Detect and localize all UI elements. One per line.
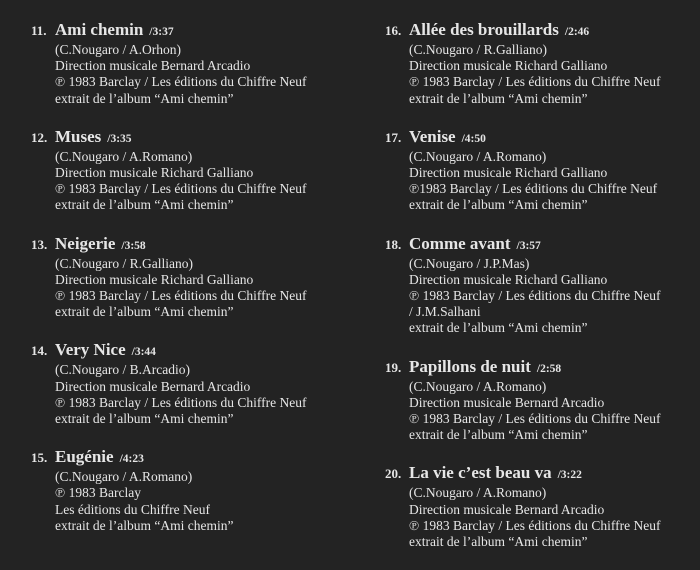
track-album-note: extrait de l’album “Ami chemin”	[55, 197, 234, 213]
track-number: 20.	[385, 466, 402, 482]
track-title: Venise	[409, 126, 456, 146]
track-copyright: ℗ 1983 Barclay / Les éditions du Chiffre Neuf	[409, 517, 661, 533]
track-entry	[385, 357, 695, 444]
track-copyright: ℗ 1983 Barclay / Les éditions du Chiffre Neuf	[409, 288, 661, 304]
track-credits: (C.Nougaro / R.Galliano)	[409, 42, 547, 57]
track-copyright: ℗1983 Barclay / Les éditions du Chiffre Neuf	[409, 181, 658, 197]
track-copyright: ℗ 1983 Barclay / Les éditions du Chiffre Neuf	[55, 74, 307, 90]
track-credits: (C.Nougaro / A.Romano)	[55, 148, 193, 164]
track-title: Muses	[55, 126, 102, 146]
track-duration: /2:46	[564, 26, 590, 38]
track-number: 12.	[31, 129, 48, 145]
track-direction: Direction musicale Richard Galliano	[409, 58, 608, 74]
track-number: 19.	[385, 359, 402, 375]
track-duration: /3:35	[107, 132, 132, 145]
track-credits: (C.Nougaro / A.Romano)	[409, 378, 547, 394]
track-number: 13.	[31, 236, 48, 252]
track-entry	[385, 20, 695, 107]
track-copyright: ℗ 1983 Barclay / Les éditions du Chiffre Neuf	[55, 181, 307, 197]
track-album-note: extrait de l’album “Ami chemin”	[409, 320, 588, 336]
track-direction: Direction musicale Bernard Arcadio	[409, 394, 605, 410]
track-entry	[31, 340, 341, 427]
track-number: 15.	[31, 450, 48, 466]
track-title-line	[409, 234, 695, 256]
track-title: Papillons de nuit	[409, 356, 531, 376]
track-title-line	[409, 357, 695, 379]
track-direction: Direction musicale Richard Galliano	[55, 165, 254, 181]
track-title: Allée des brouillards	[409, 20, 559, 39]
track-copyright: ℗ 1983 Barclay / Les éditions du Chiffre Neuf	[409, 74, 661, 90]
track-entry	[31, 447, 341, 534]
track-album-note: extrait de l’album “Ami chemin”	[55, 517, 234, 533]
track-duration: /4:23	[119, 453, 144, 466]
track-duration: /3:22	[557, 469, 582, 482]
left-column	[31, 20, 341, 554]
track-number: 14.	[31, 343, 48, 359]
track-entry	[385, 234, 695, 337]
track-title: Neigerie	[55, 233, 116, 253]
track-album-note: extrait de l’album “Ami chemin”	[55, 411, 234, 427]
track-copyright: ℗ 1983 Barclay / Les éditions du Chiffre Neuf	[55, 288, 307, 304]
track-entry	[31, 234, 341, 321]
track-credits: (C.Nougaro / J.P.Mas)	[409, 255, 530, 271]
track-credits: (C.Nougaro / B.Arcadio)	[55, 362, 190, 378]
track-credits: (C.Nougaro / A.Romano)	[409, 148, 547, 164]
track-album-note: extrait de l’album “Ami chemin”	[55, 304, 234, 320]
track-title-line	[409, 127, 695, 149]
track-number: 18.	[385, 236, 402, 252]
track-credits: (C.Nougaro / A.Romano)	[409, 485, 547, 501]
track-title: Eugénie	[55, 447, 114, 467]
track-number: 17.	[385, 129, 402, 145]
track-credits: (C.Nougaro / A.Orhon)	[55, 42, 181, 57]
track-album-note: extrait de l’album “Ami chemin”	[409, 427, 588, 443]
track-copyright: ℗ 1983 Barclay	[55, 485, 141, 501]
track-duration: /3:57	[516, 239, 541, 252]
track-entry	[385, 127, 695, 214]
track-title: Ami chemin	[55, 20, 144, 39]
track-copyright: ℗ 1983 Barclay / Les éditions du Chiffre Neuf	[55, 394, 307, 410]
track-direction: Direction musicale Bernard Arcadio	[55, 378, 251, 394]
track-publisher: Les éditions du Chiffre Neuf	[55, 501, 210, 517]
track-number: 16.	[385, 23, 402, 38]
track-direction: Direction musicale Richard Galliano	[409, 271, 608, 287]
track-title-line	[55, 234, 341, 256]
track-duration: /2:58	[536, 362, 562, 375]
track-title: Very Nice	[55, 340, 126, 360]
track-direction: Direction musicale Richard Galliano	[55, 271, 254, 287]
right-column	[385, 20, 695, 570]
track-direction: Direction musicale Bernard Arcadio	[55, 58, 251, 74]
track-duration: /3:44	[131, 346, 156, 359]
track-title-line	[55, 340, 341, 362]
track-direction: Direction musicale Bernard Arcadio	[409, 501, 605, 517]
track-album-note: extrait de l’album “Ami chemin”	[409, 197, 588, 213]
track-title: Comme avant	[409, 233, 511, 253]
track-title-line	[409, 20, 695, 42]
track-entry	[31, 20, 341, 107]
track-title-line	[55, 20, 341, 42]
track-title: La vie c’est beau va	[409, 463, 552, 483]
track-duration: /4:50	[461, 132, 486, 145]
track-credits: (C.Nougaro / R.Galliano)	[55, 255, 193, 271]
track-album-note: extrait de l’album “Ami chemin”	[55, 90, 234, 106]
track-album-note: extrait de l’album “Ami chemin”	[409, 90, 588, 106]
track-copyright-continued: / J.M.Salhani	[409, 304, 481, 320]
track-title-line	[55, 447, 341, 469]
track-direction: Direction musicale Richard Galliano	[409, 165, 608, 181]
track-number: 11.	[31, 23, 47, 38]
track-entry	[31, 127, 341, 214]
track-entry	[385, 463, 695, 550]
track-credits: (C.Nougaro / A.Romano)	[55, 469, 193, 485]
track-title-line	[55, 127, 341, 149]
track-title-line	[409, 463, 695, 485]
track-copyright: ℗ 1983 Barclay / Les éditions du Chiffre Neuf	[409, 411, 661, 427]
track-duration: /3:37	[149, 26, 174, 38]
track-duration: /3:58	[121, 239, 146, 252]
track-album-note: extrait de l’album “Ami chemin”	[409, 534, 588, 550]
